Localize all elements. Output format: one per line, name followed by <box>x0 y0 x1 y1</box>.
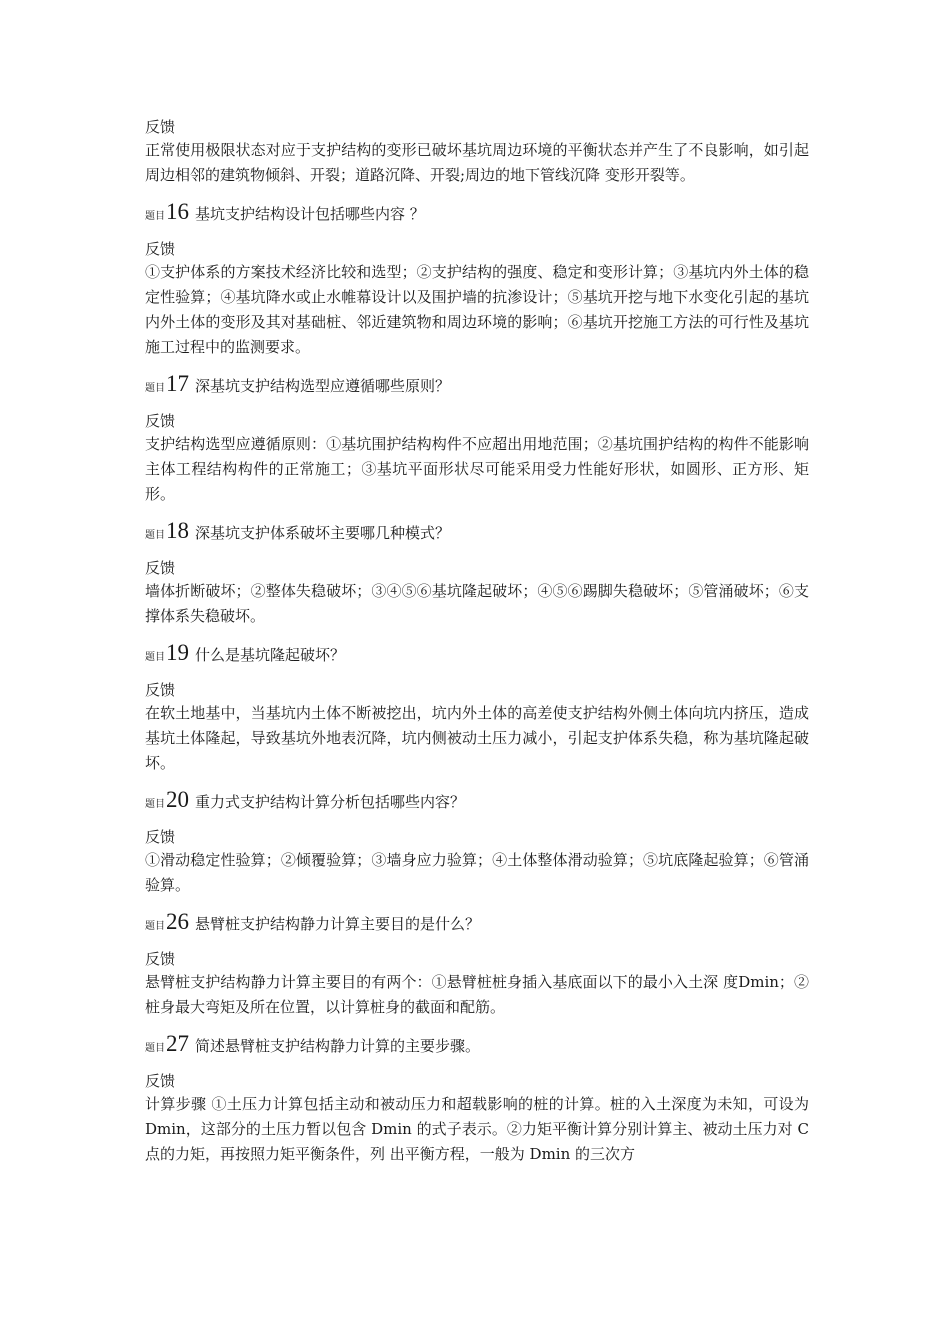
question-header <box>145 787 809 817</box>
question-number: 19 <box>166 640 189 665</box>
feedback-text: 支护结构选型应遵循原则：①基坑围护结构构件不应超出用地范围；②基坑围护结构的构件不能影响主体工程结构构件的正常施工；③基坑平面形状尽可能采用受力性能好形状，如圆形、正方形、矩形。 <box>145 435 809 503</box>
question-title: 什么是基坑隆起破坏？ <box>195 646 346 664</box>
question-prefix: 题目 <box>145 921 165 932</box>
question-header <box>145 371 809 401</box>
feedback-label: 反馈 <box>145 1072 176 1090</box>
question-title: 简述悬臂桩支护结构静力计算的主要步骤。 <box>195 1037 481 1055</box>
feedback-text: ①支护体系的方案技术经济比较和选型；②支护结构的强度、稳定和变形计算；③基坑内外土体的稳定性验算；④基坑降水或止水帷幕设计以及围护墙的抗渗设计；⑤基坑开挖与地下水变化引起的基坑内外土体的变形及其对基础桩、邻近建筑物和周边环境的影响；⑥基坑开挖施工方法的可行性及基坑施工过程中的监测要求。 <box>145 263 809 356</box>
feedback-label: 反馈 <box>145 681 176 699</box>
document-content <box>145 116 809 1167</box>
question-number: 26 <box>166 909 189 934</box>
question-19 <box>145 640 809 776</box>
feedback-label: 反馈 <box>145 240 176 258</box>
question-18 <box>145 518 809 629</box>
question-prefix: 题目 <box>145 799 165 810</box>
feedback-label: 反馈 <box>145 118 176 136</box>
question-17 <box>145 371 809 507</box>
question-header <box>145 1031 809 1061</box>
question-prefix: 题目 <box>145 211 165 222</box>
question-header <box>145 199 809 229</box>
feedback-text: 悬臂桩支护结构静力计算主要目的有两个：①悬臂桩桩身插入基底面以下的最小入土深 度Dmin；②桩身最大弯矩及所在位置，以计算桩身的截面和配筋。 <box>145 973 809 1016</box>
question-title: 基坑支护结构设计包括哪些内容 ？ <box>195 205 425 223</box>
question-16 <box>145 199 809 360</box>
question-number: 17 <box>166 371 189 396</box>
question-header <box>145 518 809 548</box>
question-prefix: 题目 <box>145 1043 165 1054</box>
feedback-label: 反馈 <box>145 412 176 430</box>
feedback-text: ①滑动稳定性验算；②倾覆验算；③墙身应力验算；④土体整体滑动验算；⑤坑底隆起验算；⑥管涌验算。 <box>145 851 809 894</box>
question-number: 16 <box>166 199 189 224</box>
feedback-text: 墙体折断破坏；②整体失稳破坏；③④⑤⑥基坑隆起破坏；④⑤⑥踢脚失稳破坏；⑤管涌破坏；⑥支撑体系失稳破坏。 <box>145 582 809 625</box>
feedback-text: 计算步骤 ①土压力计算包括主动和被动压力和超载影响的桩的计算。桩的入土深度为未知，可设为 Dmin，这部分的土压力暂以包含 Dmin 的式子表示。②力矩平衡计算分别计算主、被动土压力对 C 点的力矩，再按照力矩平衡条件，列 出平衡方程，一般为 Dmin 的三次方 <box>145 1095 809 1163</box>
question-title: 重力式支护结构计算分析包括哪些内容？ <box>195 793 466 811</box>
question-prefix: 题目 <box>145 530 165 541</box>
feedback-text: 在软土地基中，当基坑内土体不断被挖出，坑内外土体的高差使支护结构外侧土体向坑内挤压，造成基坑土体隆起，导致基坑外地表沉降，坑内侧被动土压力减小，引起支护体系失稳，称为基坑隆起破坏。 <box>145 704 809 772</box>
question-number: 18 <box>166 518 189 543</box>
question-20 <box>145 787 809 898</box>
feedback-label: 反馈 <box>145 559 176 577</box>
question-header <box>145 909 809 939</box>
question-title: 深基坑支护结构选型应遵循哪些原则？ <box>195 377 451 395</box>
question-title: 悬臂桩支护结构静力计算主要目的是什么？ <box>195 915 481 933</box>
question-header <box>145 640 809 670</box>
feedback-label: 反馈 <box>145 950 176 968</box>
question-number: 27 <box>166 1031 189 1056</box>
intro-feedback <box>145 116 809 188</box>
question-27 <box>145 1031 809 1167</box>
feedback-label: 反馈 <box>145 828 176 846</box>
question-26 <box>145 909 809 1020</box>
feedback-text: 正常使用极限状态对应于支护结构的变形已破坏基坑周边环境的平衡状态并产生了不良影响，如引起周边相邻的建筑物倾斜、开裂；道路沉降、开裂;周边的地下管线沉降 变形开裂等。 <box>145 141 809 184</box>
question-prefix: 题目 <box>145 652 165 663</box>
question-number: 20 <box>166 787 189 812</box>
question-prefix: 题目 <box>145 383 165 394</box>
question-title: 深基坑支护体系破坏主要哪几种模式？ <box>195 524 451 542</box>
